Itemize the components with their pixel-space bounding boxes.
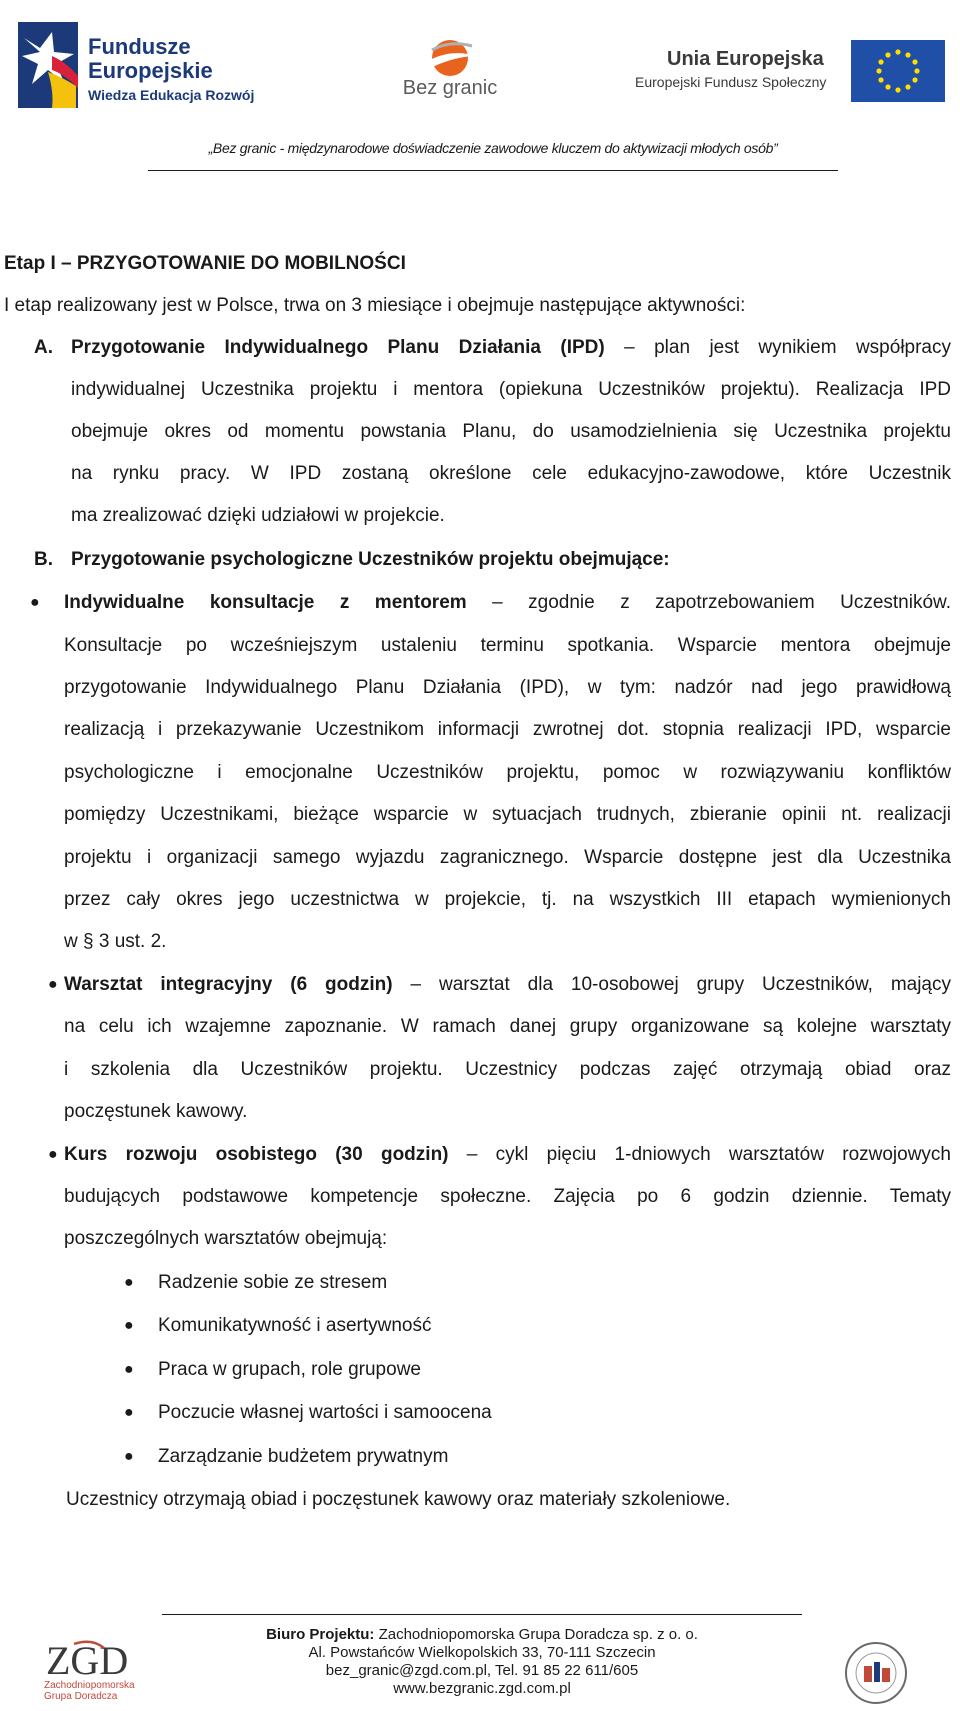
footer-contact-line: bez_granic@zgd.com.pl, Tel. 91 85 22 611/605 [325,1662,639,1679]
bez-granic-logo [390,36,510,106]
footer-divider [162,1614,802,1615]
eu-flag-icon [851,40,945,102]
footer-www: www.bezgranic.zgd.com.pl [393,1680,571,1697]
footer-label: Biuro Projektu: [266,1626,375,1643]
zgd-logo [44,1640,144,1702]
section-a-line3: obejmuje okres od momentu powstania Planu, do usamodzielnienia się Uczestnika projektu [71,421,951,442]
document-header [0,0,960,175]
header-divider [148,170,838,171]
zgd-mark-icon [44,1640,134,1680]
footer-address: Al. Powstańców Wielkopolskich 33, 70-111 Szczecin [308,1644,656,1661]
topic-bullet: ● [124,1448,134,1465]
stage-intro: I etap realizowany jest w Polsce, trwa on 3 miesiące i obejmuje następujące aktywności: [4,295,746,316]
item1-bullet: ● [30,594,40,611]
topic-item: Zarządzanie budżetem prywatnym [158,1446,449,1467]
item3-line1: Kurs rozwoju osobistego (30 godzin) – cykl pięciu 1-dniowych warsztatów rozwojowych [64,1144,951,1165]
fe-logo-line2: Europejskie [88,58,213,83]
fe-logo-line3: Wiedza Edukacja Rozwój [88,87,255,103]
section-a-line5: ma zrealizować dzięki udziałowi w projekcie. [71,505,445,526]
item1-line7: projektu i organizacji samego wyjazdu zagranicznego. Wsparcie dostępne jest dla Uczestnika [64,847,951,868]
unia-europejska-logo [635,40,945,102]
bez-granic-logo-text: Bez granic [402,77,498,99]
footer-contact [162,1626,802,1698]
section-a-line4: na rynku pracy. W IPD zostaną określone cele edukacyjno-zawodowe, które Uczestnik [71,463,951,484]
section-b-letter: B. [34,549,53,570]
section-a-letter: A. [34,337,53,358]
item3-line2: budujących podstawowe kompetencje społeczne. Zajęcia po 6 godzin dziennie. Tematy [64,1186,951,1207]
item2-title: Warsztat integracyjny (6 godzin) [64,974,393,995]
item1-line2: Konsultacje po wcześniejszym ustaleniu terminu spotkania. Wsparcie mentora obejmuje [64,635,951,656]
item1-line1: Indywidualne konsultacje z mentorem – zgodnie z zapotrzebowaniem Uczestników. [64,592,951,613]
fe-logo-line1: Fundusze [88,34,191,59]
support-integration-centre-seal-icon [838,1640,914,1706]
item1-line3: przygotowanie Indywidualnego Planu Działania (IPD), w tym: nadzór nad jego prawidłową [64,677,951,698]
fundusze-europejskie-logo [0,0,270,140]
item2-line1: Warsztat integracyjny (6 godzin) – warsztat dla 10-osobowej grupy Uczestników, mający [64,974,952,995]
item1-line8: przez cały okres jego uczestnictwa w projekcie, tj. na wszystkich III etapach wymienionych [64,889,951,910]
zgd-logo-line2: Grupa Doradcza [44,1691,118,1702]
stage-heading: Etap I – PRZYGOTOWANIE DO MOBILNOŚCI [4,253,406,274]
item1-line9: w § 3 ust. 2. [64,931,167,952]
zgd-logo-line1: Zachodniopomorska [44,1680,135,1691]
item3-bullet: ● [48,1146,58,1163]
topic-bullet: ● [124,1404,134,1421]
section-b-title: Przygotowanie psychologiczne Uczestników projektu obejmujące: [71,549,670,570]
item1-line6: pomiędzy Uczestnikami, bieżące wsparcie w sytuacjach trudnych, zbieranie opinii nt. realizacji [64,804,951,825]
section-a-line2: indywidualnej Uczestnika projektu i mentora (opiekuna Uczestników projektu). Realizacja IPD [71,379,951,400]
topic-item: Praca w grupach, role grupowe [158,1359,421,1380]
item2-line2: na celu ich wzajemne zapoznanie. W ramach danej grupy organizowane są kolejne warsztaty [64,1016,951,1037]
project-tagline: „Bez granic - międzynarodowe doświadczenie zawodowe kluczem do aktywizacji młodych osób” [208,140,778,156]
item2-line3: i szkolenia dla Uczestników projektu. Uczestnicy podczas zajęć otrzymają obiad oraz [64,1059,951,1080]
item2-bullet: ● [48,976,58,993]
topic-bullet: ● [124,1361,134,1378]
item1-line4: realizacją i przekazywanie Uczestnikom informacji zwrotnej dot. stopnia realizacji IPD, wsparcie [64,719,951,740]
section-a-title: Przygotowanie Indywidualnego Planu Działania (IPD) [71,337,605,358]
topic-item: Poczucie własnej wartości i samoocena [158,1402,492,1423]
topic-item: Komunikatywność i asertywność [158,1315,432,1336]
topic-bullet: ● [124,1317,134,1334]
item1-line5: psychologiczne i emocjonalne Uczestników projektu, pomoc w rozwiązywaniu konfliktów [64,762,951,783]
item2-line4: poczęstunek kawowy. [64,1101,248,1122]
item3-line3: poszczególnych warsztatów obejmują: [64,1228,388,1249]
item3-title: Kurs rozwoju osobistego (30 godzin) [64,1144,449,1165]
topic-bullet: ● [124,1274,134,1291]
ue-logo-line1: Unia Europejska [667,48,824,70]
ue-logo-line2: Europejski Fundusz Społeczny [635,74,827,90]
zgd-mark-text: ZGD [46,1640,129,1680]
section-a-line1: Przygotowanie Indywidualnego Planu Działania (IPD) – plan jest wynikiem współpracy [71,337,951,358]
item1-title: Indywidualne konsultacje z mentorem [64,592,467,613]
closing-sentence: Uczestnicy otrzymają obiad i poczęstunek kawowy oraz materiały szkoleniowe. [66,1489,731,1510]
bez-granic-globe-icon [420,36,480,78]
topic-item: Radzenie sobie ze stresem [158,1272,388,1293]
footer-org: Zachodniopomorska Grupa Doradcza sp. z o. o. [374,1626,698,1643]
